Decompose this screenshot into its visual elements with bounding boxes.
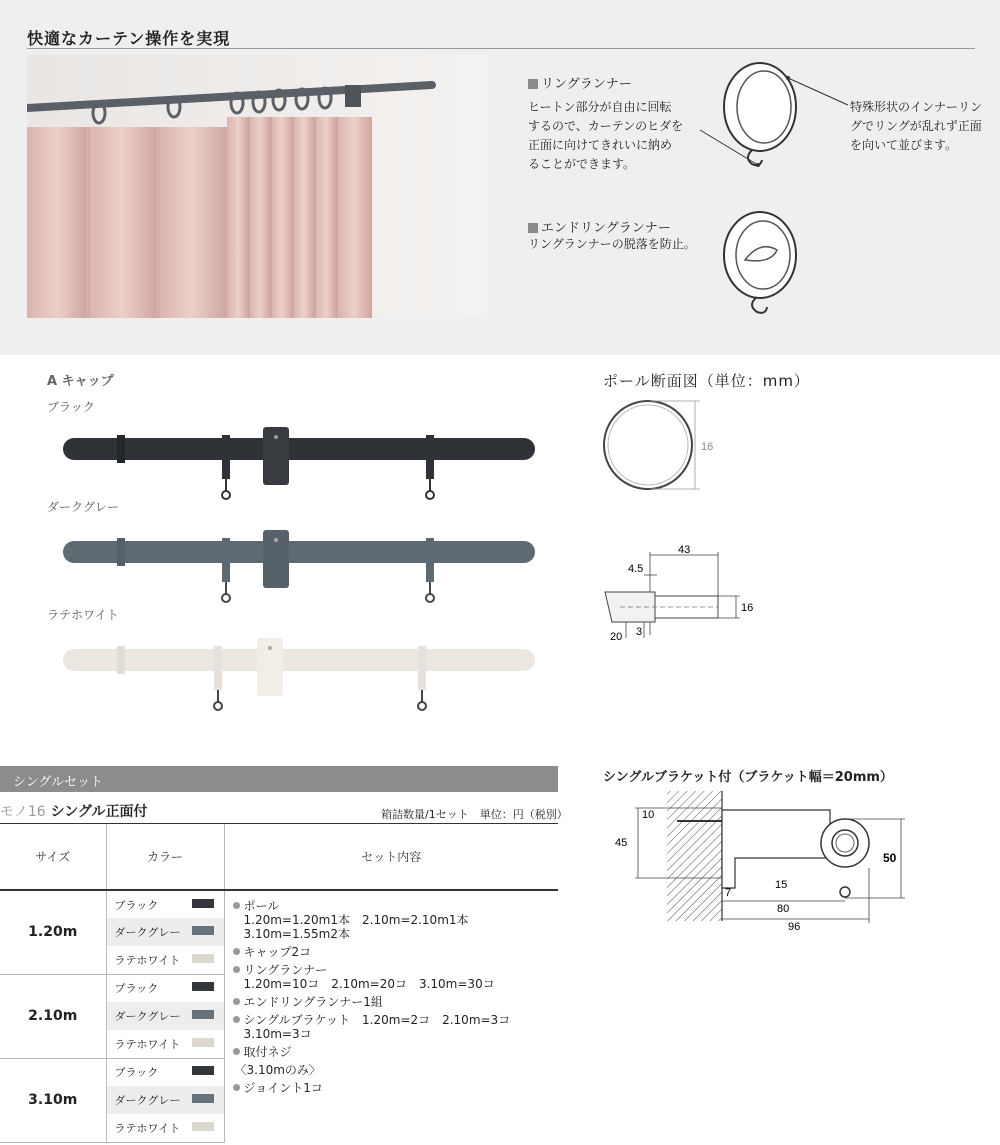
product-name <box>0 801 148 821</box>
set-item-main: シングルブラケット 1.20m=2コ 2.10m=3コ <box>243 1013 511 1027</box>
page-title: 快適なカーテン操作を実現 <box>27 29 231 48</box>
color-cell <box>106 1002 224 1030</box>
color-cell <box>106 1114 224 1142</box>
ring-runner-desc-line: するので、カーテンのヒダを <box>528 119 684 133</box>
callout-line: グでリングが乱れず正面 <box>850 119 982 133</box>
set-item-main: 取付ネジ <box>243 1045 292 1059</box>
color-cell <box>106 1086 224 1114</box>
end-ring-runner-illustration <box>715 205 815 325</box>
dim-left: 20 <box>610 631 623 643</box>
set-item-sub: 1.20m=10コ 2.10m=20コ 3.10m=30コ <box>243 977 495 991</box>
inner-ring-callout <box>850 98 982 155</box>
color-swatch <box>192 1010 214 1019</box>
dim-inner-15: 15 <box>775 879 788 891</box>
dim-base-7: 7 <box>725 887 732 899</box>
variant-label-black: ブラック <box>47 400 95 414</box>
color-cell <box>106 918 224 946</box>
set-item-main: 〈3.10mのみ〉 <box>234 1063 321 1077</box>
section-drawing-title: ポール断面図（単位：mm） <box>603 372 810 390</box>
color-swatch <box>192 926 214 935</box>
set-contents-cell <box>224 890 558 1142</box>
set-item-main: エンドリングランナー1組 <box>243 995 383 1009</box>
color-name: ラテホワイト <box>114 953 181 967</box>
size-cell: 3.10m <box>0 1058 106 1142</box>
dim-height-45: 45 <box>615 837 628 849</box>
set-item <box>233 1013 559 1041</box>
pole-darkgray <box>60 528 535 613</box>
color-swatch <box>192 899 214 908</box>
bracket-dimension-drawing <box>605 788 925 938</box>
end-ring-runner-heading <box>528 217 671 236</box>
color-cell <box>106 974 224 1002</box>
ring-runner-illustration <box>660 60 860 180</box>
bullet-icon <box>233 1084 240 1091</box>
set-item-sub: 1.20m=1.20m1本 2.10m=2.10m1本 3.10m=1.55m2本 <box>243 913 481 941</box>
color-swatch <box>192 1038 214 1047</box>
set-item-main: リングランナー <box>243 963 328 977</box>
product-name-text: シングル正面付 <box>50 804 148 820</box>
ring-runner-heading-text: リングランナー <box>541 77 632 92</box>
set-item-main: キャップ2コ <box>243 945 312 959</box>
table-row <box>0 890 558 918</box>
set-spec-table <box>0 824 558 1143</box>
size-cell: 2.10m <box>0 974 106 1058</box>
dim-depth-80: 80 <box>777 903 790 915</box>
set-item-note <box>233 1063 559 1077</box>
bullet-icon <box>233 1016 240 1023</box>
pole-black <box>60 425 535 510</box>
bracket-drawing-title: シングルブラケット付（ブラケット幅＝20mm） <box>603 770 893 785</box>
ring-runner-desc-line: ることができます。 <box>528 157 636 171</box>
ring-runner-desc-line: ヒートン部分が自由に回転 <box>528 100 672 114</box>
heading-marker-icon <box>528 223 538 233</box>
bullet-icon <box>233 948 240 955</box>
header-color: カラー <box>106 824 224 890</box>
dim-total-depth-96: 96 <box>788 921 801 933</box>
set-item-main: ポール <box>243 899 280 913</box>
diameter-label: 16 <box>701 441 714 453</box>
bullet-icon <box>233 902 240 909</box>
ring-runner-desc-line: 正面に向けてきれいに納め <box>528 138 673 152</box>
dim-gap: 3 <box>636 626 643 638</box>
color-name: ブラック <box>114 1066 159 1080</box>
pole-latte-white <box>60 636 535 721</box>
set-item <box>233 1045 559 1059</box>
set-item <box>233 995 559 1009</box>
single-set-bar <box>0 766 558 792</box>
color-cell <box>106 1030 224 1058</box>
set-item <box>233 945 559 959</box>
end-ring-runner-description: リングランナーの脱落を防止。 <box>528 237 696 251</box>
quantity-unit-note: 箱詰数量/1セット 単位：円（税別） <box>381 808 568 821</box>
dim-total-height-50: 50 <box>883 851 897 865</box>
product-prefix: モノ16 <box>0 804 46 820</box>
set-item-main: ジョイント1コ <box>243 1081 323 1095</box>
color-cell <box>106 1058 224 1086</box>
bullet-icon <box>233 1048 240 1055</box>
color-name: ラテホワイト <box>114 1121 181 1135</box>
color-swatch <box>192 982 214 991</box>
set-item <box>233 963 559 991</box>
ring-runner-heading <box>528 73 632 92</box>
variant-label-darkgray: ダークグレー <box>47 500 120 514</box>
size-cell: 1.20m <box>0 890 106 974</box>
variant-label-latte-white: ラテホワイト <box>47 608 119 622</box>
color-name: ブラック <box>114 982 159 996</box>
bullet-icon <box>233 998 240 1005</box>
set-item <box>233 1081 559 1095</box>
header-size: サイズ <box>0 824 106 890</box>
title-divider <box>27 48 975 49</box>
color-cell <box>106 890 224 918</box>
a-cap-title: A キャップ <box>47 374 114 389</box>
header-contents: セット内容 <box>224 824 558 890</box>
curtain-photo <box>27 55 487 318</box>
color-name: ダークグレー <box>114 1094 181 1107</box>
bullet-icon <box>233 966 240 973</box>
color-swatch <box>192 1094 214 1103</box>
cap-dimension-drawing <box>600 540 760 645</box>
callout-line: を向いて並びます。 <box>850 138 958 152</box>
dim-offset: 4.5 <box>628 563 644 575</box>
pole-cross-section <box>595 395 745 500</box>
end-ring-runner-heading-text: エンドリングランナー <box>541 221 671 236</box>
color-name: ダークグレー <box>114 1010 181 1023</box>
color-cell <box>106 946 224 974</box>
dim-top-10: 10 <box>642 809 655 821</box>
heading-marker-icon <box>528 79 538 89</box>
single-set-label: シングルセット <box>13 775 104 790</box>
color-swatch <box>192 1066 214 1075</box>
color-name: ダークグレー <box>114 926 181 939</box>
set-item-sub: 3.10m=3コ <box>243 1027 312 1041</box>
dim-height: 16 <box>741 602 754 614</box>
color-name: ブラック <box>114 898 159 912</box>
color-swatch <box>192 1122 214 1131</box>
table-header-row <box>0 824 558 890</box>
set-item <box>233 899 559 941</box>
dim-length: 43 <box>678 544 691 556</box>
color-name: ラテホワイト <box>114 1037 181 1051</box>
callout-line: 特殊形状のインナーリン <box>850 100 983 114</box>
color-swatch <box>192 954 214 963</box>
